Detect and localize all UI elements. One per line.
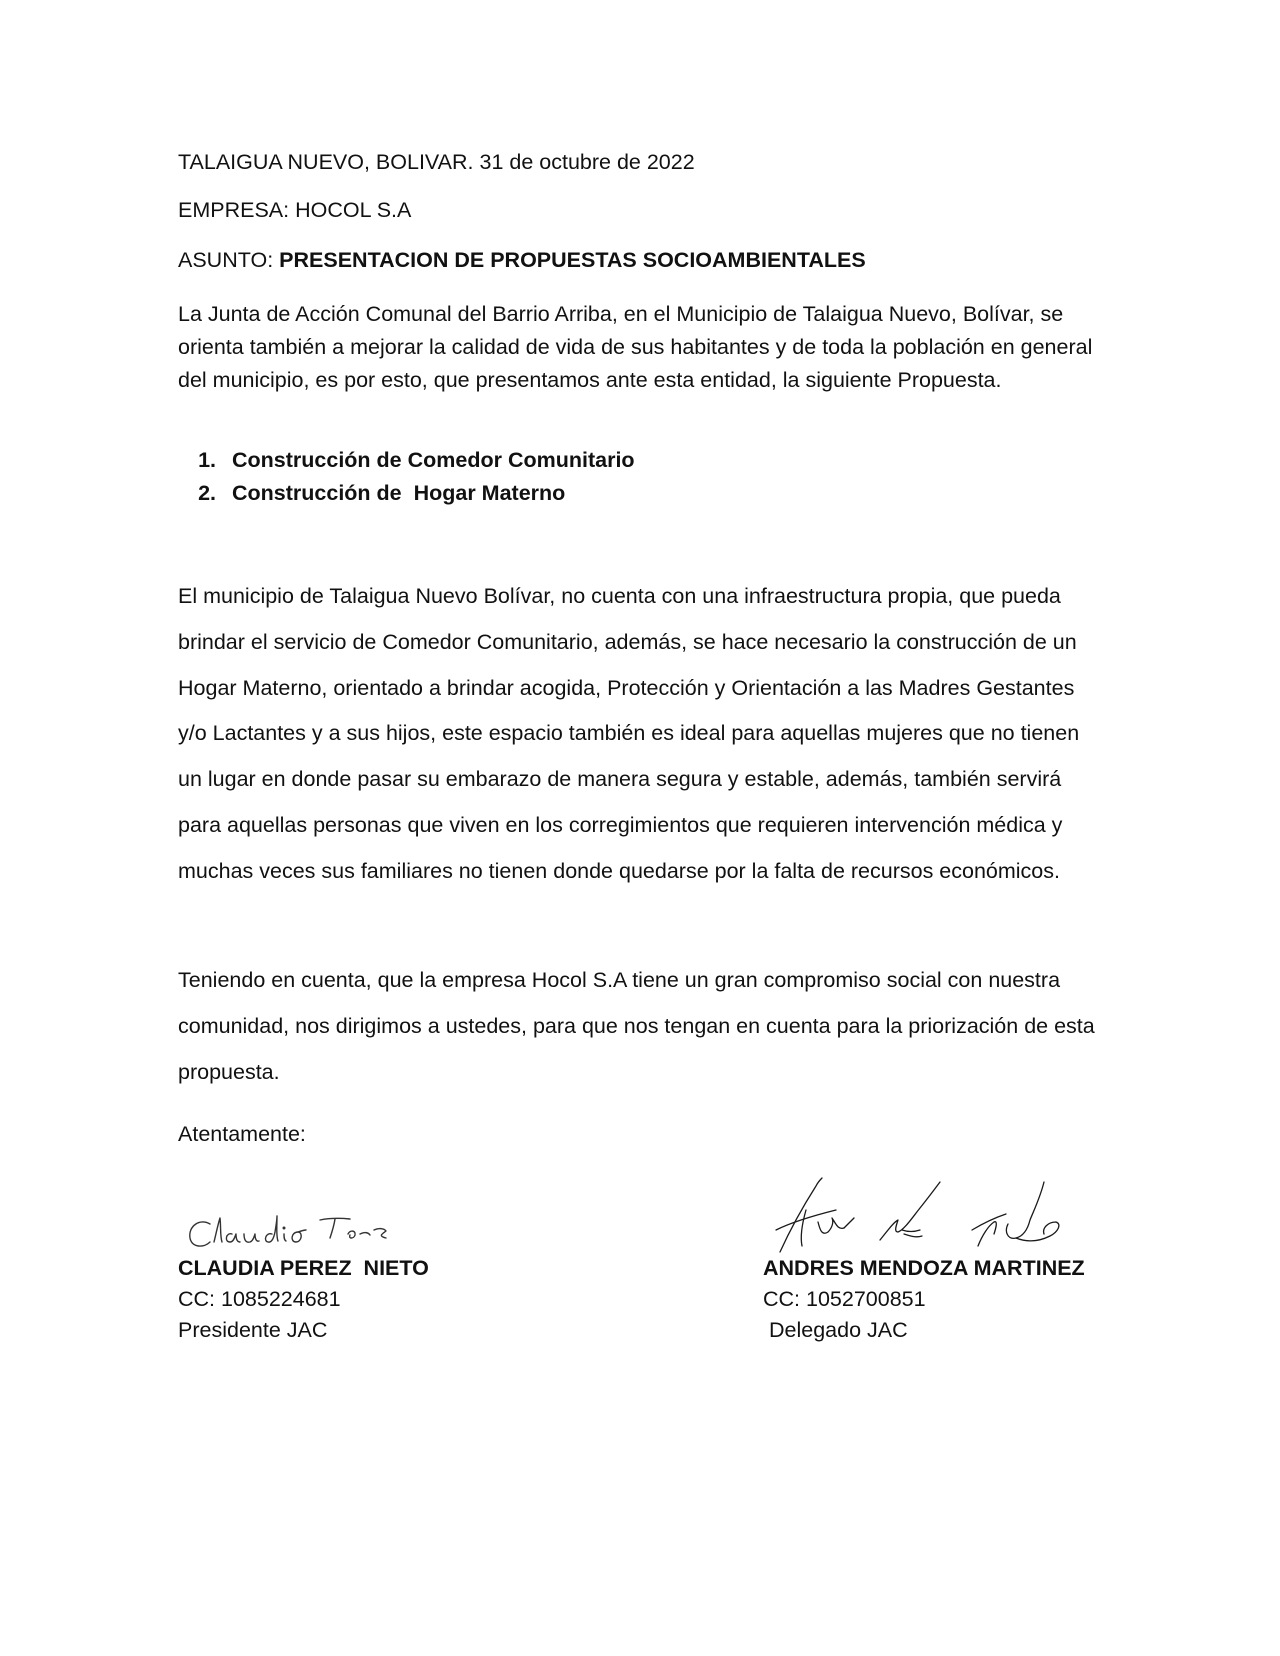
proposal-list bbox=[178, 444, 635, 510]
signature-andres bbox=[772, 1170, 1082, 1260]
closing-paragraph: Teniendo en cuenta, que la empresa Hocol S.A tiene un gran compromiso social con nuestra comunidad, nos dirigimos a ustedes, para que nos tengan en cuenta para la priorización de esta propuesta. bbox=[178, 968, 1095, 1084]
signatory-id: CC: 1052700851 bbox=[763, 1287, 926, 1311]
signature-claudia bbox=[180, 1204, 410, 1256]
list-item bbox=[178, 477, 635, 510]
company-line: EMPRESA: HOCOL S.A bbox=[178, 198, 412, 222]
list-item-number: 2. bbox=[198, 481, 216, 505]
place-date-line: TALAIGUA NUEVO, BOLIVAR. 31 de octubre de 2022 bbox=[178, 150, 695, 174]
signatory-role: Delegado JAC bbox=[763, 1318, 908, 1342]
signatory-name: CLAUDIA PEREZ NIETO bbox=[178, 1256, 429, 1280]
signatory-claudia bbox=[178, 1253, 429, 1346]
signatory-andres bbox=[763, 1253, 1085, 1346]
salutation: Atentamente: bbox=[178, 1122, 306, 1146]
justification-paragraph: El municipio de Talaigua Nuevo Bolívar, no cuenta con una infraestructura propia, que pueda brindar el servicio de Comedor Comunitario, además, se hace necesario la construcción de un Hogar Materno, orientado a brindar acogida, Protección y Orientación a las Madres Gestantes y/o Lactantes y a sus hijos, este espacio también es ideal para aquellas mujeres que no tienen un lugar en donde pasar su embarazo de manera segura y estable, además, también servirá para aquellas personas que viven en los corregimientos que requieren intervención médica y muchas veces sus familiares no tienen donde quedarse por la falta de recursos económicos. bbox=[178, 584, 1080, 883]
list-item-text: Construcción de Comedor Comunitario bbox=[232, 448, 635, 472]
list-item bbox=[178, 444, 635, 477]
signatory-role: Presidente JAC bbox=[178, 1318, 328, 1342]
signatory-id: CC: 1085224681 bbox=[178, 1287, 341, 1311]
subject-label: ASUNTO: bbox=[178, 248, 274, 272]
signatory-name: ANDRES MENDOZA MARTINEZ bbox=[763, 1256, 1085, 1280]
intro-paragraph: La Junta de Acción Comunal del Barrio Arriba, en el Municipio de Talaigua Nuevo, Bolívar, se orienta también a mejorar la calidad de vida de sus habitantes y de toda la población en general del municipio, es por esto, que presentamos ante esta entidad, la siguiente Propuesta. bbox=[178, 302, 1093, 392]
list-item-text: Construcción de Hogar Materno bbox=[232, 481, 566, 505]
subject-line bbox=[178, 248, 866, 273]
list-item-number: 1. bbox=[198, 448, 216, 472]
subject-text: PRESENTACION DE PROPUESTAS SOCIOAMBIENTALES bbox=[279, 248, 866, 272]
